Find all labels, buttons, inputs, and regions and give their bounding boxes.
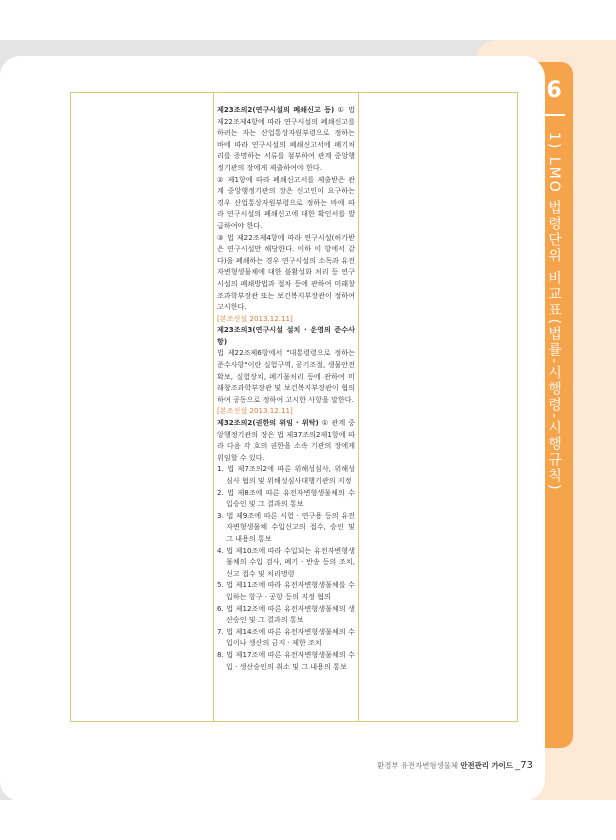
list-item: 2. 법 제8조에 따른 유전자변형생물체의 수입승인 및 그 결과의 통보 (217, 487, 355, 509)
article-paragraph: ① 법 제22조제4항에 따라 연구시설의 폐쇄신고를 하려는 자는 산업통상자원부령으로 정하는 바에 따라 연구시설의 폐쇄신고서에 폐기처리를 증명하는 서류를 첨부하여 관계 중앙행정기관의 장에게 제출하여야 한다. (217, 105, 355, 172)
list-item: 6. 법 제12조에 따른 유전자변형생물체의 생산승인 및 그 결과의 통보 (217, 603, 355, 625)
chapter-title: 1) LMO 법령단위 비교표(법률-시행령-시행규칙) (546, 132, 562, 492)
list-item: 8. 법 제17조에 따른 유전자변형생물체의 수입 · 생산승인의 취소 및 그 내용의 통보 (217, 649, 355, 671)
footer-guide: 안전관리 가이드 (460, 761, 513, 770)
article-title: 제23조의2(연구시설의 폐쇄신고 등) (217, 105, 335, 114)
list-item: 4. 법 제10조에 따라 수입되는 유전자변형생물체의 수입 검사, 폐기 · 반송 등의 조치, 신고 접수 및 처리명령 (217, 545, 355, 578)
chapter-divider (543, 114, 565, 116)
article-paragraph: ① 관계 중앙행정기관의 장은 법 제37조의2제1항에 따라 다음 각 호의 권한을 소속 기관의 장에게 위임할 수 있다. (217, 418, 355, 462)
article-paragraph: 법 제22조제6항에서 "대통령령으로 정하는 준수사항"이란 실험구역, 공기조절, 생물안전확보, 실험장치, 폐기물처리 등에 관하여 미래창조과학부장관 및 보건복지부장관이 협의하여 공동으로 정하여 고시한 사항을 말한다. (217, 348, 355, 404)
article-title: 제32조의2(권한의 위임 · 위탁) (217, 418, 319, 428)
article-paragraph: ③ 법 제22조제4항에 따라 연구시설(허가받은 연구시설만 해당한다. 이하 이 항에서 같다)을 폐쇄하는 경우 연구시설의 소독과 유전자변형생물체에 대한 불활성화 처리 등 연구시설의 폐쇄방법과 절차 등에 관하여 미래창조과학부장관 또는 보건복지부장관이 정하여 고시한다. (217, 232, 355, 312)
table-column-divider (358, 92, 359, 722)
footer-org: 환경부 유전자변형생물체 (377, 761, 458, 770)
page-number: _73 (515, 760, 533, 771)
list-item: 1. 법 제7조의2에 따른 위해성심사, 위해성심사 협의 및 위해성심사대행기관의 지정 (217, 464, 355, 485)
enforcement-decree-column (217, 104, 355, 672)
amendment-tag: [본조신설 2013.12.11] (217, 406, 293, 416)
chapter-number: 6 (546, 78, 562, 103)
article-32-2 (217, 417, 355, 463)
list-item: 3. 법 제9조에 따른 시험 · 연구용 등의 유전자변형생물체 수입신고의 접수, 승인 및 그 내용의 통보 (217, 510, 355, 543)
article-23-3 (217, 324, 355, 347)
list-item: 7. 법 제14조에 따른 유전자변형생물체의 수입이나 생산의 금지 · 제한 조치 (217, 626, 355, 648)
article-title: 제23조의3(연구시설 설치 · 운영의 준수사항) (217, 325, 355, 346)
amendment-tag: [본조신설 2013.12.11] (217, 313, 293, 323)
article-23-2 (217, 104, 355, 174)
list-item: 5. 법 제11조에 따라 유전자변형생물체를 수입하는 항구 · 공항 등의 지정 협의 (217, 580, 355, 601)
table-column-divider (213, 92, 214, 722)
article-paragraph: ② 제1항에 따라 폐쇄신고서를 제출받은 관계 중앙행정기관의 장은 신고인이 요구하는 경우 산업통상자원부령으로 정하는 바에 따라 연구시설의 폐쇄신고에 대한 확인서를 발급하여야 한다. (217, 174, 355, 230)
page-footer (300, 760, 533, 771)
